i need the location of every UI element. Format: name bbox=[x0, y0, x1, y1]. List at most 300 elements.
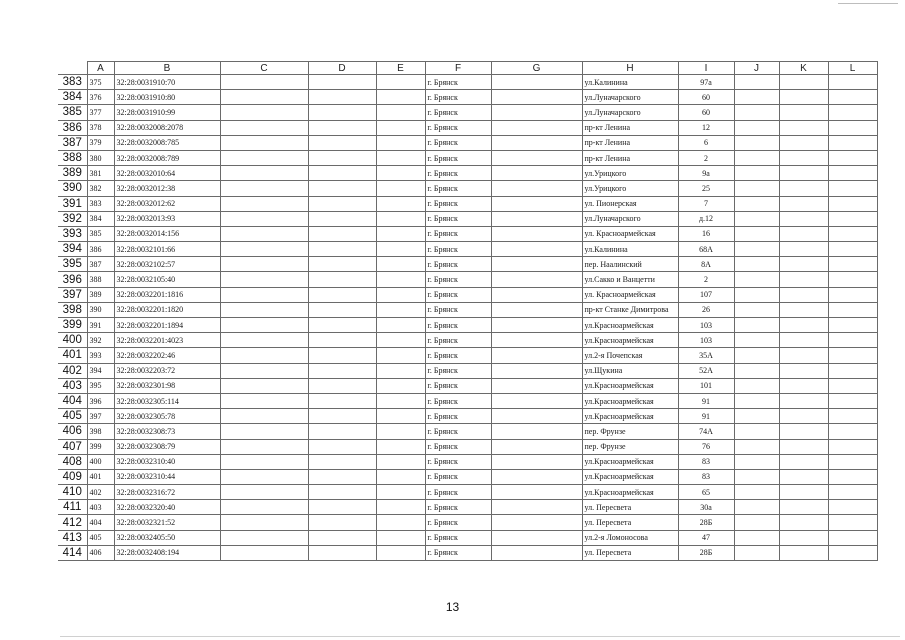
table-row bbox=[58, 105, 877, 120]
cell-f-city: г. Брянск bbox=[425, 469, 491, 484]
cell-k bbox=[779, 439, 828, 454]
cell-b-cadastral: 32:28:0032203:72 bbox=[114, 363, 220, 378]
cell-g bbox=[491, 257, 582, 272]
cell-e bbox=[376, 242, 425, 257]
cell-d bbox=[308, 287, 376, 302]
cell-l bbox=[828, 393, 877, 408]
row-number: 412 bbox=[58, 515, 87, 530]
table-row bbox=[58, 150, 877, 165]
table-row bbox=[58, 530, 877, 545]
cell-e bbox=[376, 181, 425, 196]
row-number: 392 bbox=[58, 211, 87, 226]
cell-a: 391 bbox=[87, 318, 114, 333]
cell-j bbox=[734, 318, 779, 333]
cell-e bbox=[376, 363, 425, 378]
cell-l bbox=[828, 150, 877, 165]
table-row bbox=[58, 454, 877, 469]
cell-i-house: 97а bbox=[678, 75, 734, 90]
cell-c bbox=[220, 287, 308, 302]
cell-b-cadastral: 32:28:0032305:78 bbox=[114, 409, 220, 424]
table-row bbox=[58, 424, 877, 439]
cell-i-house: 9а bbox=[678, 166, 734, 181]
cell-f-city: г. Брянск bbox=[425, 485, 491, 500]
cell-h-street: ул. Пересвета bbox=[582, 500, 678, 515]
cell-d bbox=[308, 439, 376, 454]
cell-c bbox=[220, 500, 308, 515]
table-row bbox=[58, 469, 877, 484]
column-header-i: I bbox=[678, 62, 734, 75]
cell-g bbox=[491, 500, 582, 515]
cell-c bbox=[220, 135, 308, 150]
cell-k bbox=[779, 90, 828, 105]
cell-k bbox=[779, 318, 828, 333]
cell-j bbox=[734, 196, 779, 211]
cell-l bbox=[828, 333, 877, 348]
cell-k bbox=[779, 242, 828, 257]
cell-d bbox=[308, 257, 376, 272]
cell-f-city: г. Брянск bbox=[425, 454, 491, 469]
cell-g bbox=[491, 439, 582, 454]
cell-j bbox=[734, 500, 779, 515]
scan-edge-mark-top bbox=[838, 3, 898, 4]
cell-c bbox=[220, 333, 308, 348]
cell-b-cadastral: 32:28:0032308:73 bbox=[114, 424, 220, 439]
cell-g bbox=[491, 90, 582, 105]
cell-k bbox=[779, 302, 828, 317]
cell-i-house: д.12 bbox=[678, 211, 734, 226]
cell-a: 399 bbox=[87, 439, 114, 454]
cell-a: 382 bbox=[87, 181, 114, 196]
cell-f-city: г. Брянск bbox=[425, 378, 491, 393]
cell-e bbox=[376, 302, 425, 317]
cell-i-house: 2 bbox=[678, 272, 734, 287]
cell-b-cadastral: 32:28:0032013:93 bbox=[114, 211, 220, 226]
column-header-f: F bbox=[425, 62, 491, 75]
cell-b-cadastral: 32:28:0032105:40 bbox=[114, 272, 220, 287]
cell-f-city: г. Брянск bbox=[425, 120, 491, 135]
cell-g bbox=[491, 454, 582, 469]
cell-f-city: г. Брянск bbox=[425, 211, 491, 226]
cell-e bbox=[376, 211, 425, 226]
table-row bbox=[58, 363, 877, 378]
cell-c bbox=[220, 302, 308, 317]
cell-h-street: пер. Наалинский bbox=[582, 257, 678, 272]
cell-e bbox=[376, 439, 425, 454]
row-number: 408 bbox=[58, 454, 87, 469]
cell-k bbox=[779, 226, 828, 241]
table-row bbox=[58, 485, 877, 500]
cell-h-street: ул.Щукина bbox=[582, 363, 678, 378]
cell-f-city: г. Брянск bbox=[425, 439, 491, 454]
cell-h-street: ул.Красноармейская bbox=[582, 333, 678, 348]
cell-i-house: 74А bbox=[678, 424, 734, 439]
cell-c bbox=[220, 196, 308, 211]
cell-e bbox=[376, 424, 425, 439]
table-row bbox=[58, 318, 877, 333]
row-number: 389 bbox=[58, 166, 87, 181]
cell-g bbox=[491, 272, 582, 287]
cell-b-cadastral: 32:28:0032201:4023 bbox=[114, 333, 220, 348]
cell-l bbox=[828, 378, 877, 393]
cell-a: 383 bbox=[87, 196, 114, 211]
cell-f-city: г. Брянск bbox=[425, 348, 491, 363]
cell-l bbox=[828, 120, 877, 135]
cell-i-house: 6 bbox=[678, 135, 734, 150]
table-row bbox=[58, 545, 877, 560]
cell-c bbox=[220, 150, 308, 165]
row-number: 414 bbox=[58, 545, 87, 560]
column-header-l: L bbox=[828, 62, 877, 75]
cell-g bbox=[491, 378, 582, 393]
table-row bbox=[58, 90, 877, 105]
cell-d bbox=[308, 302, 376, 317]
table-row bbox=[58, 409, 877, 424]
cell-j bbox=[734, 363, 779, 378]
cell-b-cadastral: 32:28:0032012:62 bbox=[114, 196, 220, 211]
cell-j bbox=[734, 135, 779, 150]
cell-d bbox=[308, 166, 376, 181]
cell-a: 397 bbox=[87, 409, 114, 424]
cell-c bbox=[220, 105, 308, 120]
cell-e bbox=[376, 272, 425, 287]
cell-k bbox=[779, 287, 828, 302]
row-number: 397 bbox=[58, 287, 87, 302]
cell-a: 398 bbox=[87, 424, 114, 439]
cell-l bbox=[828, 318, 877, 333]
cell-g bbox=[491, 196, 582, 211]
cell-h-street: ул.Красноармейская bbox=[582, 378, 678, 393]
cell-j bbox=[734, 90, 779, 105]
cell-d bbox=[308, 500, 376, 515]
cell-f-city: г. Брянск bbox=[425, 515, 491, 530]
cell-h-street: пр-кт Ленина bbox=[582, 150, 678, 165]
table-row bbox=[58, 166, 877, 181]
cell-i-house: 65 bbox=[678, 485, 734, 500]
cell-h-street: пр-кт Станке Димитрова bbox=[582, 302, 678, 317]
cell-e bbox=[376, 166, 425, 181]
table-row bbox=[58, 226, 877, 241]
cell-b-cadastral: 32:28:0032008:785 bbox=[114, 135, 220, 150]
cell-i-house: 25 bbox=[678, 181, 734, 196]
cell-f-city: г. Брянск bbox=[425, 226, 491, 241]
cell-d bbox=[308, 545, 376, 560]
table-row bbox=[58, 211, 877, 226]
cell-k bbox=[779, 75, 828, 90]
cell-j bbox=[734, 287, 779, 302]
cell-b-cadastral: 32:28:0032102:57 bbox=[114, 257, 220, 272]
cell-f-city: г. Брянск bbox=[425, 90, 491, 105]
cell-j bbox=[734, 409, 779, 424]
cell-a: 388 bbox=[87, 272, 114, 287]
cell-c bbox=[220, 363, 308, 378]
cell-d bbox=[308, 120, 376, 135]
cell-l bbox=[828, 454, 877, 469]
cell-c bbox=[220, 545, 308, 560]
cell-j bbox=[734, 393, 779, 408]
cell-b-cadastral: 32:28:0032310:44 bbox=[114, 469, 220, 484]
cell-f-city: г. Брянск bbox=[425, 545, 491, 560]
cell-e bbox=[376, 105, 425, 120]
cell-h-street: ул.Калинина bbox=[582, 75, 678, 90]
page-number: 13 bbox=[445, 600, 460, 614]
cell-a: 404 bbox=[87, 515, 114, 530]
cell-j bbox=[734, 105, 779, 120]
cell-k bbox=[779, 500, 828, 515]
row-number: 413 bbox=[58, 530, 87, 545]
cell-e bbox=[376, 393, 425, 408]
cell-i-house: 26 bbox=[678, 302, 734, 317]
cell-b-cadastral: 32:28:0032014:156 bbox=[114, 226, 220, 241]
cell-b-cadastral: 32:28:0032308:79 bbox=[114, 439, 220, 454]
table-row bbox=[58, 333, 877, 348]
row-number: 391 bbox=[58, 196, 87, 211]
cell-c bbox=[220, 90, 308, 105]
row-number: 383 bbox=[58, 75, 87, 90]
cell-j bbox=[734, 424, 779, 439]
table-row bbox=[58, 393, 877, 408]
cell-g bbox=[491, 363, 582, 378]
cell-k bbox=[779, 454, 828, 469]
cell-b-cadastral: 32:28:0032201:1820 bbox=[114, 302, 220, 317]
table-row bbox=[58, 242, 877, 257]
cell-d bbox=[308, 530, 376, 545]
cell-g bbox=[491, 545, 582, 560]
cell-f-city: г. Брянск bbox=[425, 363, 491, 378]
cell-f-city: г. Брянск bbox=[425, 257, 491, 272]
cell-k bbox=[779, 105, 828, 120]
cell-f-city: г. Брянск bbox=[425, 424, 491, 439]
cell-l bbox=[828, 515, 877, 530]
cell-g bbox=[491, 485, 582, 500]
cell-h-street: ул. Красноармейская bbox=[582, 226, 678, 241]
cell-d bbox=[308, 378, 376, 393]
row-number: 384 bbox=[58, 90, 87, 105]
row-number: 398 bbox=[58, 302, 87, 317]
cell-a: 401 bbox=[87, 469, 114, 484]
cell-d bbox=[308, 515, 376, 530]
cell-k bbox=[779, 196, 828, 211]
cell-f-city: г. Брянск bbox=[425, 150, 491, 165]
row-number: 411 bbox=[58, 500, 87, 515]
cell-b-cadastral: 32:28:0032101:66 bbox=[114, 242, 220, 257]
cell-e bbox=[376, 135, 425, 150]
cell-a: 378 bbox=[87, 120, 114, 135]
cell-f-city: г. Брянск bbox=[425, 530, 491, 545]
cell-h-street: пер. Фрунзе bbox=[582, 439, 678, 454]
cell-j bbox=[734, 302, 779, 317]
row-number: 390 bbox=[58, 181, 87, 196]
cell-j bbox=[734, 348, 779, 363]
cell-d bbox=[308, 211, 376, 226]
cell-l bbox=[828, 211, 877, 226]
cell-k bbox=[779, 150, 828, 165]
cell-c bbox=[220, 166, 308, 181]
cell-k bbox=[779, 333, 828, 348]
table-row bbox=[58, 348, 877, 363]
cell-a: 384 bbox=[87, 211, 114, 226]
cell-f-city: г. Брянск bbox=[425, 242, 491, 257]
cell-j bbox=[734, 469, 779, 484]
cell-g bbox=[491, 333, 582, 348]
cell-c bbox=[220, 348, 308, 363]
table-row bbox=[58, 181, 877, 196]
cell-i-house: 68А bbox=[678, 242, 734, 257]
cell-f-city: г. Брянск bbox=[425, 500, 491, 515]
cell-k bbox=[779, 469, 828, 484]
cell-b-cadastral: 32:28:0032321:52 bbox=[114, 515, 220, 530]
cell-f-city: г. Брянск bbox=[425, 135, 491, 150]
table-row bbox=[58, 439, 877, 454]
cell-a: 405 bbox=[87, 530, 114, 545]
cell-d bbox=[308, 196, 376, 211]
cell-d bbox=[308, 226, 376, 241]
cell-h-street: ул.Красноармейская bbox=[582, 469, 678, 484]
cell-g bbox=[491, 530, 582, 545]
cell-d bbox=[308, 469, 376, 484]
cell-e bbox=[376, 378, 425, 393]
row-number: 394 bbox=[58, 242, 87, 257]
row-number: 385 bbox=[58, 105, 87, 120]
cell-j bbox=[734, 226, 779, 241]
cell-k bbox=[779, 363, 828, 378]
cell-c bbox=[220, 242, 308, 257]
cell-a: 377 bbox=[87, 105, 114, 120]
cell-l bbox=[828, 181, 877, 196]
cell-d bbox=[308, 333, 376, 348]
cell-g bbox=[491, 409, 582, 424]
cell-k bbox=[779, 166, 828, 181]
scan-edge-mark-bottom bbox=[60, 636, 900, 637]
cell-l bbox=[828, 500, 877, 515]
cell-k bbox=[779, 485, 828, 500]
row-number: 388 bbox=[58, 150, 87, 165]
cell-h-street: ул.Луначарского bbox=[582, 90, 678, 105]
cell-b-cadastral: 32:28:0031910:99 bbox=[114, 105, 220, 120]
cell-c bbox=[220, 272, 308, 287]
cell-i-house: 30а bbox=[678, 500, 734, 515]
cell-j bbox=[734, 333, 779, 348]
cell-g bbox=[491, 105, 582, 120]
cell-g bbox=[491, 348, 582, 363]
row-number: 387 bbox=[58, 135, 87, 150]
cell-b-cadastral: 32:28:0032310:40 bbox=[114, 454, 220, 469]
cell-d bbox=[308, 105, 376, 120]
cell-g bbox=[491, 287, 582, 302]
cell-c bbox=[220, 211, 308, 226]
cell-e bbox=[376, 530, 425, 545]
table-row bbox=[58, 75, 877, 90]
row-number: 406 bbox=[58, 424, 87, 439]
cell-h-street: ул.Красноармейская bbox=[582, 454, 678, 469]
cell-e bbox=[376, 318, 425, 333]
cell-a: 393 bbox=[87, 348, 114, 363]
row-number: 405 bbox=[58, 409, 87, 424]
table-row bbox=[58, 287, 877, 302]
cell-b-cadastral: 32:28:0032010:64 bbox=[114, 166, 220, 181]
cell-j bbox=[734, 242, 779, 257]
cell-g bbox=[491, 242, 582, 257]
cell-c bbox=[220, 75, 308, 90]
cell-f-city: г. Брянск bbox=[425, 287, 491, 302]
cell-a: 375 bbox=[87, 75, 114, 90]
cell-l bbox=[828, 469, 877, 484]
cell-a: 403 bbox=[87, 500, 114, 515]
cell-b-cadastral: 32:28:0032201:1894 bbox=[114, 318, 220, 333]
cell-i-house: 52А bbox=[678, 363, 734, 378]
cell-e bbox=[376, 120, 425, 135]
row-number: 401 bbox=[58, 348, 87, 363]
cell-f-city: г. Брянск bbox=[425, 409, 491, 424]
cell-b-cadastral: 32:28:0031910:70 bbox=[114, 75, 220, 90]
cell-d bbox=[308, 90, 376, 105]
cell-k bbox=[779, 257, 828, 272]
cell-b-cadastral: 32:28:0032301:98 bbox=[114, 378, 220, 393]
cell-k bbox=[779, 424, 828, 439]
cell-j bbox=[734, 120, 779, 135]
row-number: 403 bbox=[58, 378, 87, 393]
cell-c bbox=[220, 485, 308, 500]
cell-l bbox=[828, 166, 877, 181]
cell-f-city: г. Брянск bbox=[425, 196, 491, 211]
cell-g bbox=[491, 469, 582, 484]
row-number: 393 bbox=[58, 226, 87, 241]
cell-g bbox=[491, 75, 582, 90]
cell-h-street: ул.Луначарского bbox=[582, 105, 678, 120]
cell-i-house: 91 bbox=[678, 393, 734, 408]
cell-a: 385 bbox=[87, 226, 114, 241]
cell-g bbox=[491, 135, 582, 150]
column-header-a: A bbox=[87, 62, 114, 75]
cell-g bbox=[491, 211, 582, 226]
cell-h-street: ул.Урицкого bbox=[582, 181, 678, 196]
cell-c bbox=[220, 515, 308, 530]
row-number: 395 bbox=[58, 257, 87, 272]
cell-g bbox=[491, 393, 582, 408]
cell-h-street: ул.Урицкого bbox=[582, 166, 678, 181]
row-number: 402 bbox=[58, 363, 87, 378]
cell-k bbox=[779, 181, 828, 196]
cell-e bbox=[376, 287, 425, 302]
cell-l bbox=[828, 302, 877, 317]
cell-f-city: г. Брянск bbox=[425, 393, 491, 408]
cell-k bbox=[779, 120, 828, 135]
cell-d bbox=[308, 272, 376, 287]
cell-l bbox=[828, 439, 877, 454]
cell-l bbox=[828, 105, 877, 120]
cell-h-street: пр-кт Ленина bbox=[582, 135, 678, 150]
cell-g bbox=[491, 150, 582, 165]
cell-l bbox=[828, 545, 877, 560]
row-number: 404 bbox=[58, 393, 87, 408]
cell-c bbox=[220, 257, 308, 272]
cell-b-cadastral: 32:28:0031910:80 bbox=[114, 90, 220, 105]
cell-d bbox=[308, 135, 376, 150]
cell-a: 402 bbox=[87, 485, 114, 500]
cell-i-house: 60 bbox=[678, 90, 734, 105]
cell-e bbox=[376, 226, 425, 241]
cell-i-house: 60 bbox=[678, 105, 734, 120]
cell-l bbox=[828, 135, 877, 150]
cell-l bbox=[828, 75, 877, 90]
cell-e bbox=[376, 196, 425, 211]
cell-a: 396 bbox=[87, 393, 114, 408]
cell-c bbox=[220, 409, 308, 424]
cell-a: 387 bbox=[87, 257, 114, 272]
cell-c bbox=[220, 181, 308, 196]
cell-h-street: ул.2-я Почепская bbox=[582, 348, 678, 363]
row-number: 409 bbox=[58, 469, 87, 484]
column-header-j: J bbox=[734, 62, 779, 75]
